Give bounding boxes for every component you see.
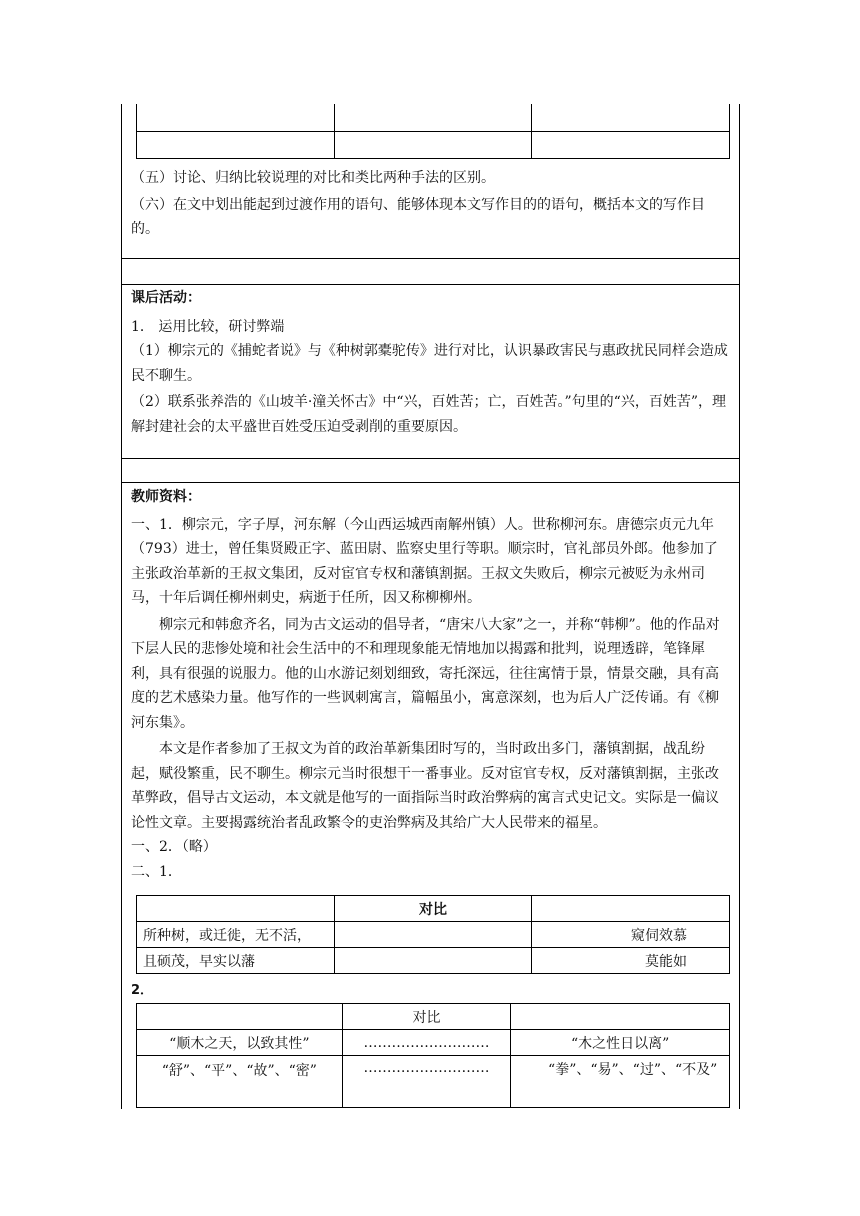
top-table (136, 104, 730, 159)
table2-row2-right: “拳”、“易”、“过”、“不及” (511, 1056, 730, 1108)
teacher-paragraph-3: 本文是作者参加了王叔文为首的政治革新集团时写的，当时政出多门，藩镇割据，战乱纷起，赋役繁重，民不聊生。柳宗元当时很想干一番事业。反对宦官专权，反对藩镇割据，主张改革弊政，倡导古文运动，本文就是他写的一面指际当时政治弊病的寓言式史记文。实际是一偏议论性文章。主要揭露统治者乱政繁令的吏治弊病及其给广大人民带来的福星。 (131, 741, 719, 831)
after-class-section (131, 286, 731, 439)
teacher-material-section (131, 485, 731, 884)
discussion-section (131, 166, 731, 242)
top-table-cell (137, 104, 335, 131)
top-table-cell (532, 131, 730, 158)
table1-row2-left: 且硕茂，早实以藩 (137, 948, 335, 974)
table1-row2-mid (334, 948, 532, 974)
table2-header-left (137, 1004, 343, 1030)
table2-header-right (511, 1004, 730, 1030)
table1-row2-right: 莫能如 (532, 948, 730, 974)
table2-row1-right: “木之性日以离” (511, 1030, 730, 1056)
after-class-item-1: 1． 运用比较，研讨弊端 (131, 318, 285, 335)
after-class-heading: 课后活动： (131, 290, 201, 306)
top-table-cell (532, 104, 730, 131)
table1-header-left (137, 896, 335, 922)
table1-row1-left: 所种树，或迁徙，无不活， (137, 922, 335, 948)
teacher-item-2-2-label: 2． (131, 983, 154, 998)
divider (121, 258, 740, 259)
divider (121, 482, 740, 483)
table1-header-right (532, 896, 730, 922)
teacher-item-2-2 (131, 981, 731, 1001)
teacher-paragraph-2: 柳宗元和韩愈齐名，同为古文运动的倡导者，“唐宋八大家”之一，并称“韩柳”。他的作品对下层人民的悲惨处境和社会生活中的不和理现象能无情地加以揭露和批判，说理透辟，笔锋犀利，具有很强的说服力。他的山水游记刻划细致，寄托深远，往往寓情于景，情景交融，具有高度的艺术感染力量。他写作的一些讽刺寓言，篇幅虽小，寓意深刻，也为后人广泛传诵。有《柳河东集》。 (131, 616, 720, 731)
comparison-table-1 (136, 895, 730, 974)
table2-header: 对比 (342, 1004, 511, 1030)
comparison-table-2 (136, 1003, 730, 1108)
table2-row1-left: “顺木之天，以致其性” (137, 1030, 343, 1056)
top-table-cell (137, 131, 335, 158)
teacher-item-1-2: 一、2．（略） (131, 839, 217, 855)
divider (121, 284, 740, 285)
teacher-material-heading: 教师资料： (131, 489, 201, 505)
item-six: （六）在文中划出能起到过渡作用的语句、能够体现本文写作目的的语句，概括本文的写作目的。 (131, 196, 705, 237)
table2-row2-mid: ……………………… (342, 1056, 511, 1108)
teacher-paragraph-1: 一、1．柳宗元，字子厚，河东解（今山西运城西南解州镇）人。世称柳河东。唐德宗贞元九年（793）进士，曾任集贤殿正字、蓝田尉、监察史里行等职。顺宗时，官礼部员外郎。他参加了主张政治革新的王叔文集团，反对宦官专权和藩镇割据。王叔文失败后，柳宗元被贬为永州司马，十年后调任柳州刺史，病逝于任所，因又称柳柳州。 (131, 516, 718, 606)
table2-row2-left: “舒”、“平”、“故”、“密” (137, 1056, 343, 1108)
table2-row1-mid: ……………………… (342, 1030, 511, 1056)
table1-row1-mid (334, 922, 532, 948)
divider (121, 458, 740, 459)
table1-row1-right: 窥伺效慕 (532, 922, 730, 948)
teacher-item-2-1: 二、1． (131, 863, 182, 880)
after-class-item-1-1: （1）柳宗元的《捕蛇者说》与《种树郭橐驼传》进行对比，认识暴政害民与惠政扰民同样会造成民不聊生。 (131, 343, 728, 384)
table1-header: 对比 (334, 896, 532, 922)
after-class-item-1-2: （2）联系张养浩的《山坡羊·潼关怀古》中“兴，百姓苦；亡，百姓苦。”句里的“兴，百姓苦”，理解封建社会的太平盛世百姓受压迫受剥削的重要原因。 (131, 394, 726, 435)
top-table-cell (334, 104, 532, 131)
top-table-cell (334, 131, 532, 158)
item-five: （五）讨论、归纳比较说理的对比和类比两种手法的区别。 (131, 170, 495, 186)
